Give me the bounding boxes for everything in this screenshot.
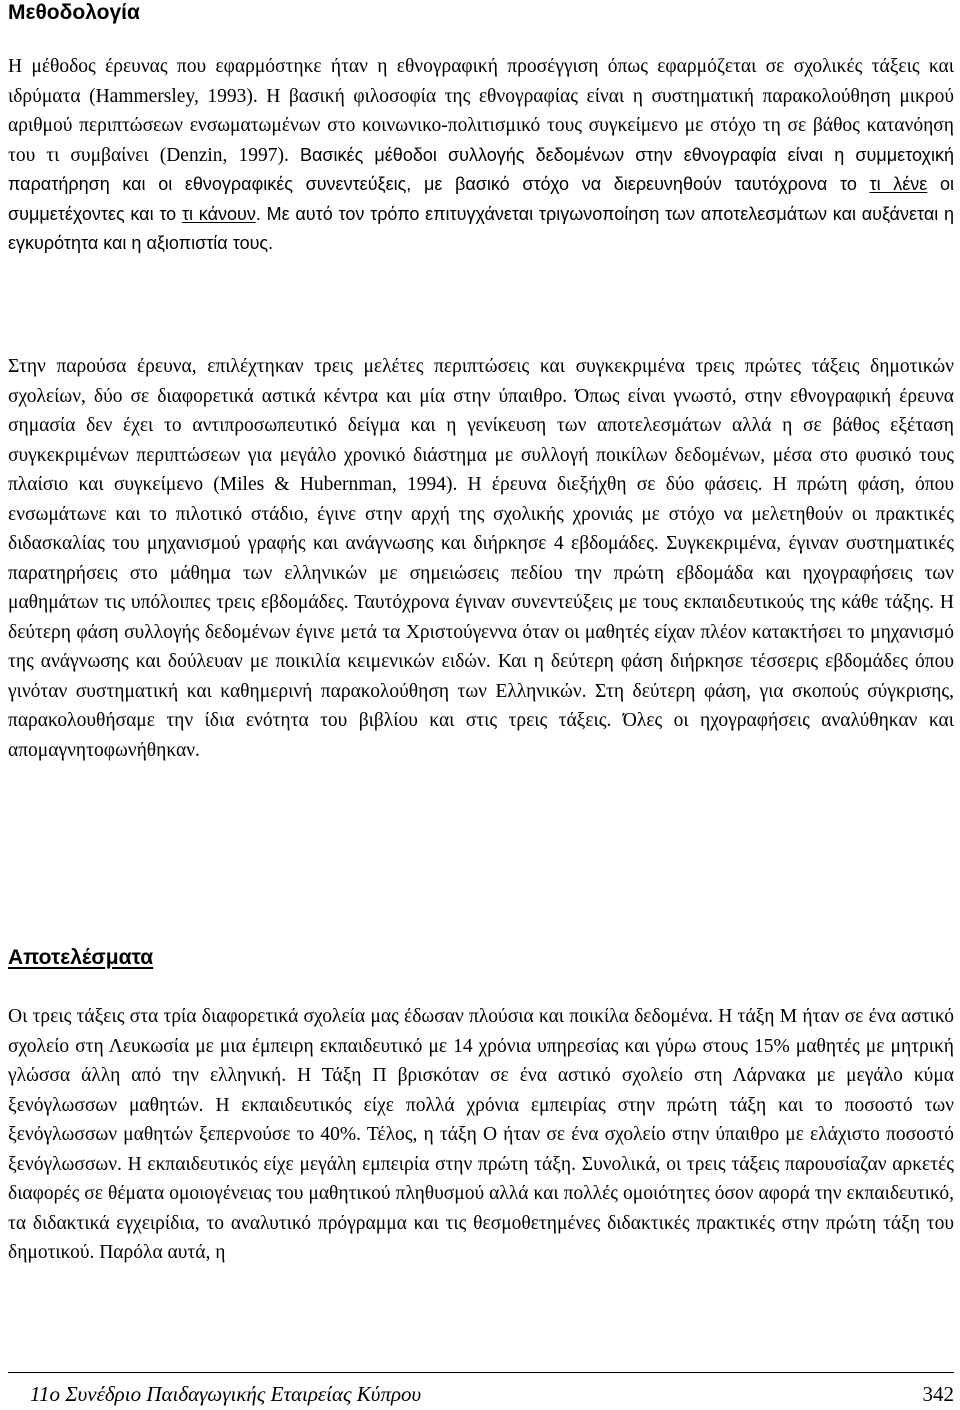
methodology-paragraph-1-sans-c: . Με αυτό τον τρόπο επιτυγχάνεται τριγωνοποίηση των αποτελεσμάτων και αυξάνεται η εγκυρότητα και η αξιοπιστία τους. bbox=[8, 203, 955, 253]
page-footer bbox=[8, 1372, 954, 1406]
section-heading-results: Αποτελέσματα bbox=[8, 946, 154, 969]
underlined-phrase-ti-kanoun: τι κάνουν bbox=[181, 203, 256, 224]
methodology-paragraph-2: Στην παρούσα έρευνα, επιλέχτηκαν τρεις μελέτες περιπτώσεις και συγκεκριμένα τρεις πρώτες τάξεις δημοτικών σχολείων, δύο σε διαφορετικά αστικά κέντρα και μία στην ύπαιθρο. Όπως είναι γνωστό, στην εθνογραφική έρευνα σημασία δεν έχει το αντιπροσωπευτικό δείγμα και η γενίκευση των αποτελεσμάτων αλλά η σε βάθος εξέταση συγκεκριμένων περιπτώσεων για μεγάλο χρονικό διάστημα με συλλογή ποικίλων δεδομένων, μέσα στο φυσικό τους πλαίσιο και συγκείμενο (Miles & Hubernman, 1994). Η έρευνα διεξήχθη σε δύο φάσεις. Η πρώτη φάση, όπου ενσωμάτωνε και το πιλοτικό στάδιο, έγινε στην αρχή της σχολικής χρονιάς με στόχο να μελετηθούν οι πρακτικές διδασκαλίας του μηχανισμού γραφής και ανάγνωσης και διήρκησε 4 εβδομάδες. Συγκεκριμένα, έγιναν συστηματικές παρατηρήσεις στο μάθημα των ελληνικών με σημειώσεις πεδίου την πρώτη εβδομάδα και ηχογραφήσεις των μαθημάτων τις υπόλοιπες τρεις εβδομάδες. Ταυτόχρονα έγιναν συνεντεύξεις με τους εκπαιδευτικούς της κάθε τάξης. Η δεύτερη φάση συλλογής δεδομένων έγινε μετά τα Χριστούγεννα όταν οι μαθητές είχαν πλέον κατακτήσει το μηχανισμό της ανάγνωσης και δούλευαν με ποικιλία κειμενικών ειδών. Και η δεύτερη φάση διήρκησε τέσσερις εβδομάδες όπου γινόταν συστηματική και καθημερινή παρακολούθηση των Ελληνικών. Στη δεύτερη φάση, για σκοπούς σύγκρισης, παρακολουθήσαμε την ίδια ενότητα του βιβλίου και στις τρεις τάξεις. Όλες οι ηχογραφήσεις αναλύθηκαν και απομαγνητοφωνήθηκαν. bbox=[8, 356, 954, 761]
methodology-paragraph-1-serif: Η μέθοδος έρευνας που εφαρμόστηκε ήταν η εθνογραφική προσέγγιση όπως εφαρμόζεται σε σχολικές τάξεις και ιδρύματα (Hammersley, 1993). Η βασική φιλοσοφία της εθνογραφίας είναι η συστηματική παρακολούθηση μικρού αριθμού περιπτώσεων ενσωματωμένων στο κοινωνικο-πολιτισμικό τους συγκείμενο με στόχο τη σε βάθος κατανόηση του τι συμβαίνει (Denzin, 1997). bbox=[8, 56, 954, 166]
methodology-paragraph-1-sans-a: Βασικές μέθοδοι συλλογής δεδομένων στην εθνογραφία είναι η συμμετοχική παρατήρηση και οι εθνογραφικές συνεντεύξεις, με βασικό στόχο να διερευνηθούν ταυτόχρονα το bbox=[8, 144, 954, 194]
methodology-paragraph-1 bbox=[8, 52, 954, 259]
footer-page-number: 342 bbox=[922, 1382, 954, 1406]
section-heading-methodology: Μεθοδολογία bbox=[8, 1, 140, 24]
methodology-paragraph-1-sans-b: οι συμμετέχοντες και το bbox=[8, 174, 954, 224]
results-paragraph-1: Οι τρεις τάξεις στα τρία διαφορετικά σχολεία μας έδωσαν πλούσια και ποικίλα δεδομένα. Η τάξη Μ ήταν σε ένα αστικό σχολείο στη Λευκωσία με μια έμπειρη εκπαιδευτικό με 14 χρόνια υπηρεσίας και γύρω στους 15% μαθητές με μητρική γλώσσα άλλη από την ελληνική. Η Τάξη Π βρισκόταν σε ένα αστικό σχολείο στη Λάρνακα με μεγάλο κύμα ξενόγλωσσων μαθητών. Η εκπαιδευτικός είχε πολλά χρόνια εμπειρίας στην πρώτη τάξη και το ποσοστό των ξενόγλωσσων μαθητών ξεπερνούσε το 40%. Τέλος, η τάξη Ο ήταν σε ένα σχολείο στην ύπαιθρο με ελάχιστο ποσοστό ξενόγλωσσων. Η εκπαιδευτικός είχε μεγάλη εμπειρία στην πρώτη τάξη. Συνολικά, οι τρεις τάξεις παρουσίαζαν αρκετές διαφορές σε θέματα ομοιογένειας του μαθητικού πληθυσμού αλλά και πολλές ομοιότητες όσον αφορά την εκπαιδευτικό, τα διδακτικά εγχειρίδια, το αναλυτικό πρόγραμμα και τις θεσμοθετημένες διδακτικές πρακτικές στην πρώτη τάξη του δημοτικού. Παρόλα αυτά, η bbox=[8, 1006, 954, 1263]
footer-conference-title: 11ο Συνέδριο Παιδαγωγικής Εταιρείας Κύπρου bbox=[30, 1382, 422, 1406]
underlined-phrase-ti-lene: τι λένε bbox=[869, 174, 928, 194]
